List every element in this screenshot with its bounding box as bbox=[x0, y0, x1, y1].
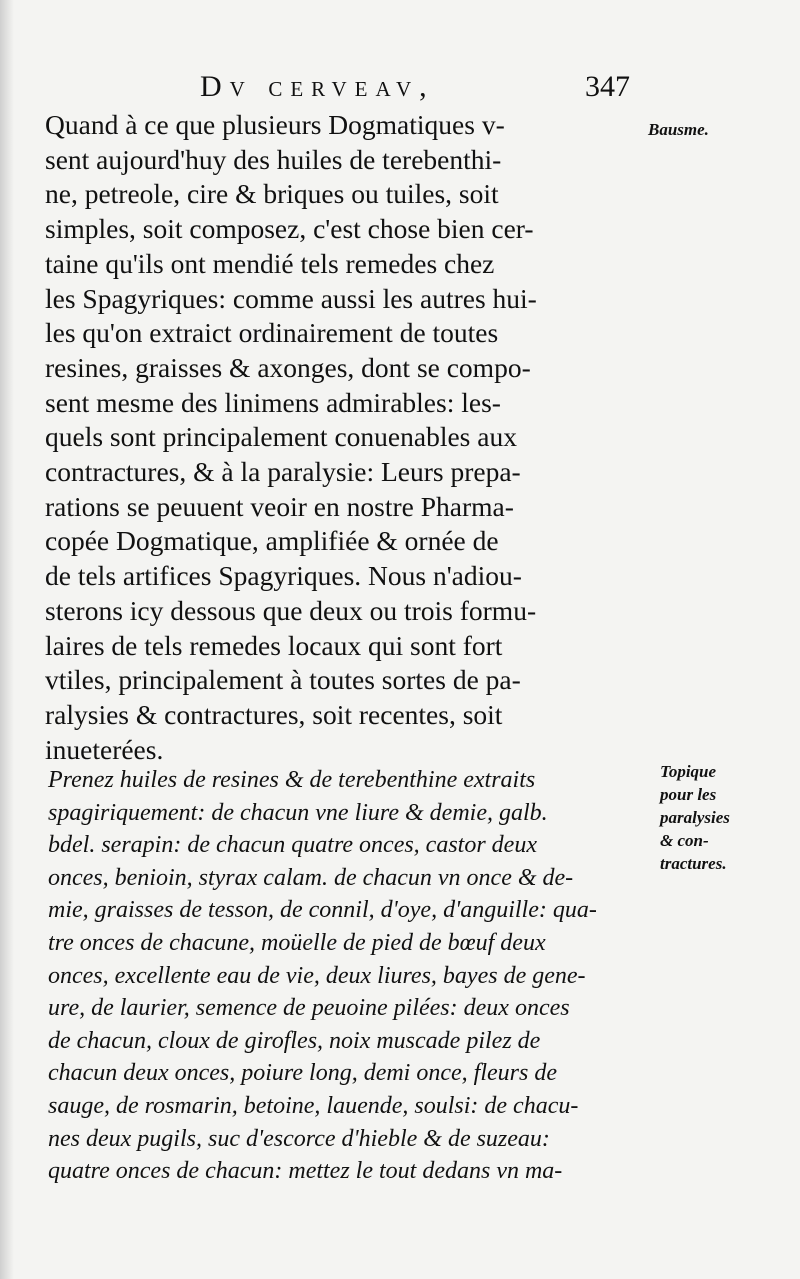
text-line: taine qu'ils ont mendié tels remedes chez bbox=[45, 247, 495, 279]
text-line: contractures, & à la paralysie: Leurs prepa- bbox=[45, 456, 521, 488]
running-head bbox=[190, 70, 630, 110]
recipe-line: bdel. serapin: de chacun quatre onces, castor deux bbox=[48, 832, 537, 859]
margin-note-line: Topique bbox=[660, 762, 717, 781]
recipe-line: nes deux pugils, suc d'escorce d'hieble & de suzeau: bbox=[48, 1125, 550, 1152]
page-number: 347 bbox=[585, 70, 630, 103]
margin-note-topique bbox=[660, 760, 790, 875]
text-line: sent aujourd'huy des huiles de terebenthi- bbox=[45, 143, 502, 175]
text-line: ralysies & contractures, soit recentes, soit bbox=[45, 698, 503, 730]
margin-note-baume: Bausme. bbox=[648, 120, 709, 139]
margin-note-line: tractures. bbox=[660, 854, 727, 873]
text-line: resines, graisses & axonges, dont se compo- bbox=[45, 351, 531, 383]
margin-note-line: & con- bbox=[660, 831, 709, 850]
text-line: simples, soit composez, c'est chose bien cer- bbox=[45, 213, 534, 245]
text-line: de tels artifices Spagyriques. Nous n'adiou- bbox=[45, 560, 522, 592]
text-line: sent mesme des linimens admirables: les- bbox=[45, 386, 501, 418]
recipe-line: tre onces de chacune, moüelle de pied de bœuf deux bbox=[48, 929, 546, 956]
recipe-line: mie, graisses de tesson, de connil, d'oye, d'anguille: qua- bbox=[48, 897, 597, 924]
text-line: quels sont principalement conuenables aux bbox=[45, 421, 517, 453]
margin-note-line: pour les bbox=[660, 785, 717, 804]
text-line: inueterées. bbox=[45, 733, 164, 765]
text-line: laires de tels remedes locaux qui sont fort bbox=[45, 629, 503, 661]
recipe-line: onces, excellente eau de vie, deux liures, bayes de gene- bbox=[48, 962, 586, 989]
text-line: ne, petreole, cire & briques ou tuiles, soit bbox=[45, 178, 499, 210]
recipe-line: sauge, de rosmarin, betoine, lauende, soulsi: de chacu- bbox=[48, 1092, 579, 1119]
recipe-paragraph bbox=[48, 764, 653, 1188]
recipe-line: quatre onces de chacun: mettez le tout dedans vn ma- bbox=[48, 1158, 563, 1185]
text-line: Quand à ce que plusieurs Dogmatiques v- bbox=[45, 109, 505, 140]
recipe-line: ure, de laurier, semence de peuoine pilées: deux onces bbox=[48, 995, 570, 1022]
recipe-line: chacun deux onces, poiure long, demi once, fleurs de bbox=[48, 1060, 557, 1087]
text-line: vtiles, principalement à toutes sortes de pa- bbox=[45, 664, 521, 696]
main-paragraph bbox=[45, 108, 645, 767]
recipe-line: onces, benioin, styrax calam. de chacun vn once & de- bbox=[48, 864, 574, 891]
recipe-line: Prenez huiles de resines & de terebenthine extraits bbox=[48, 767, 536, 793]
text-line: les qu'on extraict ordinairement de toutes bbox=[45, 317, 499, 349]
text-line: copée Dogmatique, amplifiée & ornée de bbox=[45, 525, 499, 557]
text-line: les Spagyriques: comme aussi les autres hui- bbox=[45, 282, 537, 314]
recipe-line: de chacun, cloux de girofles, noix muscade pilez de bbox=[48, 1027, 541, 1054]
text-line: sterons icy dessous que deux ou trois formu- bbox=[45, 594, 537, 626]
running-title: Dv cervеav, bbox=[200, 70, 435, 103]
scan-edge bbox=[0, 0, 14, 1279]
text-line: rations se peuuent veoir en nostre Pharma- bbox=[45, 490, 514, 522]
margin-note-line: paralysies bbox=[660, 808, 730, 827]
recipe-line: spagiriquement: de chacun vne liure & demie, galb. bbox=[48, 799, 548, 826]
